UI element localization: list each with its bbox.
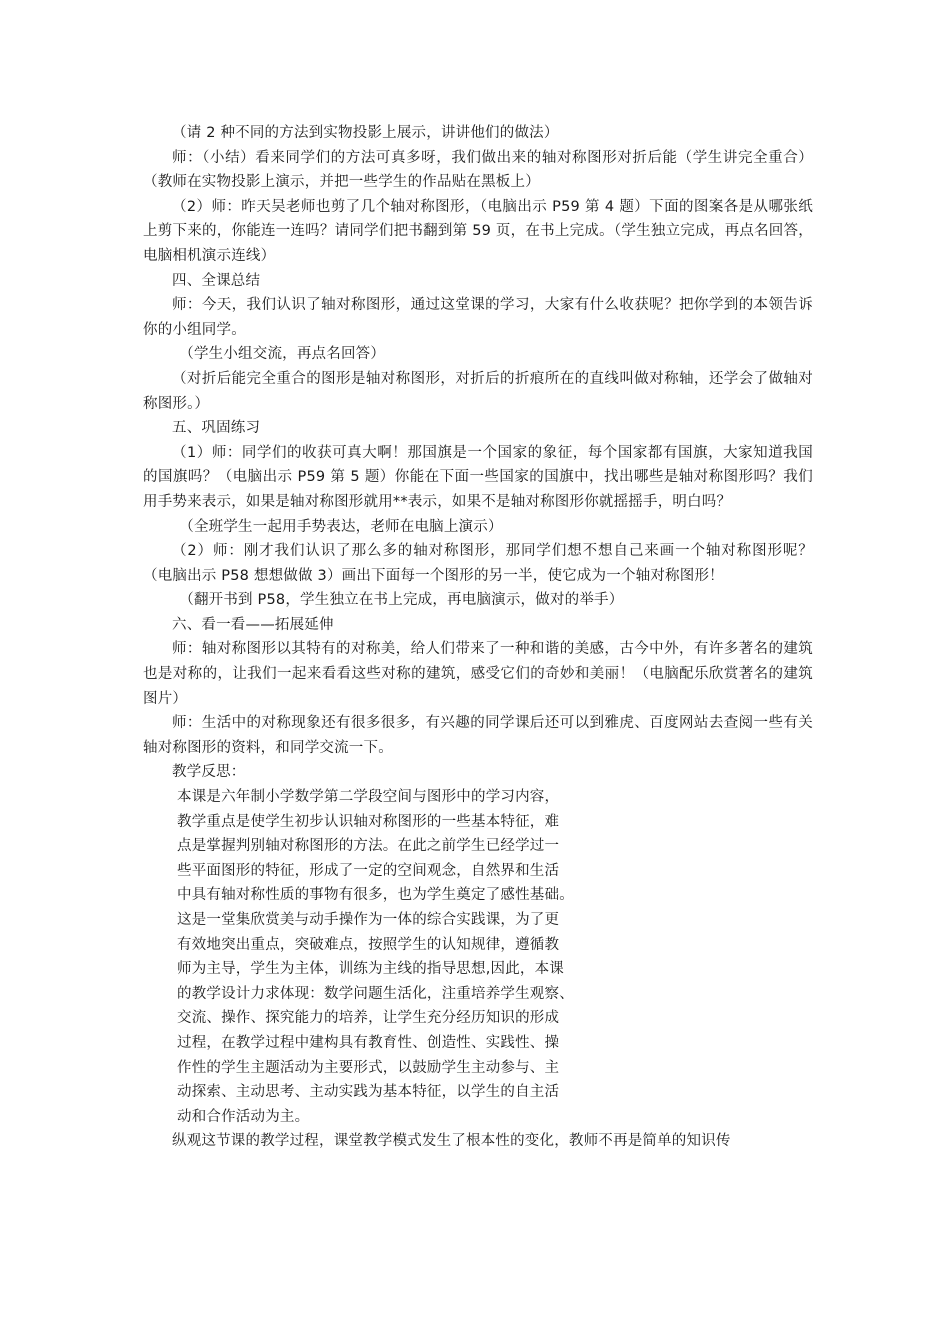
reflection-line: 过程，在教学过程中建构具有教育性、创造性、实践性、操 (177, 1034, 560, 1051)
paragraph-draw-half: （2）师：刚才我们认识了那么多的轴对称图形，那同学们想不想自己来画一个轴对称图形呢？（电脑出示 P58 想想做做 3）画出下面每一个图形的另一半，使它成为一个轴对称图形！ (143, 543, 813, 584)
reflection-line: 点是掌握判别轴对称图形的方法。在此之前学生已经学过一 (177, 838, 560, 855)
reflection-line: 交流、操作、探究能力的培养，让学生充分经历知识的形成 (177, 1010, 560, 1027)
reflection-line: 的教学设计力求体现：数学问题生活化，注重培养学生观察、 (177, 985, 574, 1002)
paragraph-definition: （对折后能完全重合的图形是轴对称图形，对折后的折痕所在的直线叫做对称轴，还学会了做轴对称图形。） (143, 370, 813, 412)
paragraph-method-display: （请 2 种不同的方法到实物投影上展示，讲讲他们的做法） (172, 125, 559, 141)
reflection-line: 这是一堂集欣赏美与动手操作为一体的综合实践课，为了更 (177, 912, 560, 928)
paragraph-life-symmetry: 师：生活中的对称现象还有很多很多，有兴趣的同学课后还可以到雅虎、百度网站去查阅一些有关轴对称图形的资料，和同学交流一下。 (143, 715, 813, 756)
reflection-line: 中具有轴对称性质的事物有很多，也为学生奠定了感性基础。 (177, 887, 574, 904)
paragraph-architecture: 师：轴对称图形以其特有的对称美，给人们带来了一种和谐的美感，古今中外，有许多著名的建筑也是对称的，让我们一起来看看这些对称的建筑，感受它们的奇妙和美丽！（电脑配乐欣赏著名的建筑图片） (143, 641, 813, 707)
paragraph-teacher-summary: 师：（小结）看来同学们的方法可真多呀，我们做出来的轴对称图形对折后能（学生讲完全重合）（教师在实物投影上演示，并把一些学生的作品贴在黑板上） (143, 149, 813, 191)
paragraph-exercise-2: （2）师：昨天吴老师也剪了几个轴对称图形，（电脑出示 P59 第 4 题）下面的图案各是从哪张纸上剪下来的，你能连一连吗？请同学们把书翻到第 59 页，在书上完成。（学生独立完成，再点名回答，电脑相机演示连线） (143, 198, 813, 264)
paragraph-open-book: （翻开书到 P58，学生独立在书上完成，再电脑演示，做对的举手） (179, 592, 624, 609)
paragraph-teacher-today: 师：今天，我们认识了轴对称图形，通过这堂课的学习，大家有什么收获呢？把你学到的本领告诉你的小组同学。 (143, 297, 813, 338)
section-heading-practice: 五、巩固练习 (172, 420, 261, 437)
reflection-line: 师为主导，学生为主体，训练为主线的指导思想,因此，本课 (177, 961, 565, 978)
reflection-line: 作性的学生主题活动为主要形式，以鼓励学生主动参与、主 (177, 1059, 560, 1076)
reflection-line: 动和合作活动为主。 (177, 1108, 310, 1125)
reflection-line: 些平面图形的特征，形成了一定的空间观念，自然界和生活 (177, 862, 560, 879)
reflection-line: 动探索、主动思考、主动实践为基本特征，以学生的自主活 (177, 1084, 560, 1101)
paragraph-gesture: （全班学生一起用手势表达，老师在电脑上演示） (179, 518, 503, 535)
reflection-line: 有效地突出重点，突破难点，按照学生的认知规律，遵循教 (177, 936, 560, 953)
reflection-block (177, 785, 652, 1129)
section-heading-extension: 六、看一看——拓展延伸 (172, 616, 334, 633)
paragraph-group-exchange: （学生小组交流，再点名回答） (179, 346, 386, 363)
section-heading-summary: 四、全课总结 (172, 272, 261, 289)
reflection-line: 教学重点是使学生初步认识轴对称图形的一些基本特征，难 (177, 813, 560, 830)
section-heading-reflection: 教学反思： (172, 764, 246, 781)
paragraph-flags: （1）师：同学们的收获可真大啊！那国旗是一个国家的象征，每个国家都有国旗，大家知道我国的国旗吗？（电脑出示 P59 第 5 题）你能在下面一些国家的国旗中，找出哪些是轴对称图形吗？我们用手势来表示，如果是轴对称图形就用**表示，如果不是轴对称图形你就摇摇手，明白吗？ (143, 444, 813, 510)
paragraph-closing: 纵观这节课的教学过程，课堂教学模式发生了根本性的变化，教师不再是简单的知识传 (172, 1133, 731, 1150)
document-page (143, 121, 813, 1154)
reflection-line: 本课是六年制小学数学第二学段空间与图形中的学习内容， (177, 789, 560, 806)
